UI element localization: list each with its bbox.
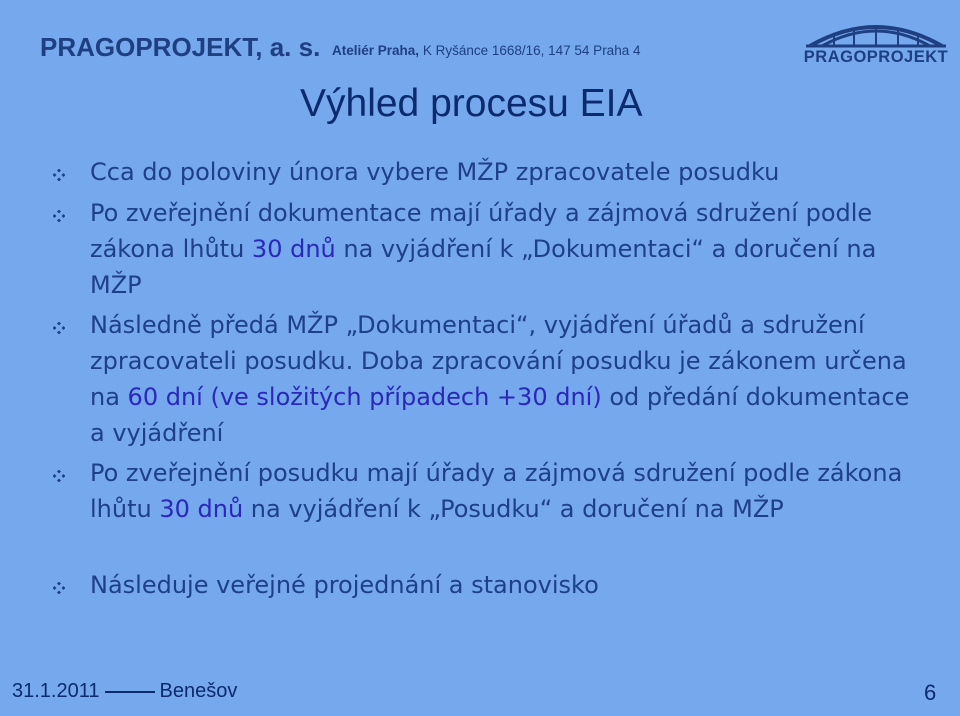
- footer: [12, 680, 237, 703]
- bullet-text: [90, 311, 909, 447]
- text-segment: od předání dokumentace a vyjádření: [90, 383, 910, 447]
- footer-place: Benešov: [159, 680, 238, 702]
- four-diamond-bullet-icon: [53, 210, 65, 222]
- text-segment: Následně předá MŽP „Dokumentaci“, vyjádření úřadů a sdružení zpracovateli posudku. Doba zpracování posudku je zákonem určena na: [90, 311, 907, 411]
- bullet-text: [90, 199, 876, 299]
- bullet-text: [90, 459, 902, 523]
- header-company: PRAGOPROJEKT, a. s.: [40, 32, 321, 62]
- bullet-item: [90, 154, 910, 190]
- text-segment: Následuje veřejné projednání a stanovisko: [90, 571, 599, 599]
- four-diamond-bullet-icon: [53, 322, 65, 334]
- bullet-item: [90, 307, 910, 451]
- footer-separator: [105, 691, 155, 693]
- bullet-text: [90, 571, 599, 599]
- header-street: K Ryšánce 1668/16, 147 54 Praha 4: [422, 43, 641, 58]
- text-segment: Cca do poloviny února vybere MŽP zpracovatele posudku: [90, 158, 780, 186]
- highlighted-text: 60 dní (ve složitých případech +30 dní): [127, 383, 602, 411]
- pragoprojekt-logo: [800, 6, 952, 66]
- header-atelier: Ateliér Praha,: [332, 43, 420, 58]
- footer-date: 31.1.2011: [12, 680, 100, 702]
- bullet-text: [90, 158, 779, 186]
- text-segment: Po zveřejnění posudku mají úřady a zájmová sdružení podle zákona lhůtu: [90, 459, 903, 523]
- four-diamond-bullet-icon: [53, 582, 65, 594]
- text-segment: Po zveřejnění dokumentace mají úřady a zájmová sdružení podle zákona lhůtu: [90, 199, 873, 263]
- header-address: [332, 43, 640, 58]
- text-segment: na vyjádření k „Posudku“ a doručení na MŽP: [243, 495, 784, 523]
- highlighted-text: 30 dnů: [159, 495, 244, 523]
- four-diamond-bullet-icon: [53, 470, 65, 482]
- text-segment: na vyjádření k „Dokumentaci“ a doručení na MŽP: [90, 235, 877, 299]
- bullet-item: [90, 455, 910, 527]
- four-diamond-bullet-icon: [53, 169, 65, 181]
- highlighted-text: 30 dnů: [251, 235, 336, 263]
- logo-text: PRAGOPROJEKT: [803, 48, 949, 66]
- bullet-item: [90, 567, 910, 603]
- slide-title: Výhled procesu EIA: [300, 82, 643, 125]
- bridge-arch-icon: [800, 6, 952, 50]
- bullet-item: [90, 195, 910, 303]
- page-number: 6: [924, 680, 937, 705]
